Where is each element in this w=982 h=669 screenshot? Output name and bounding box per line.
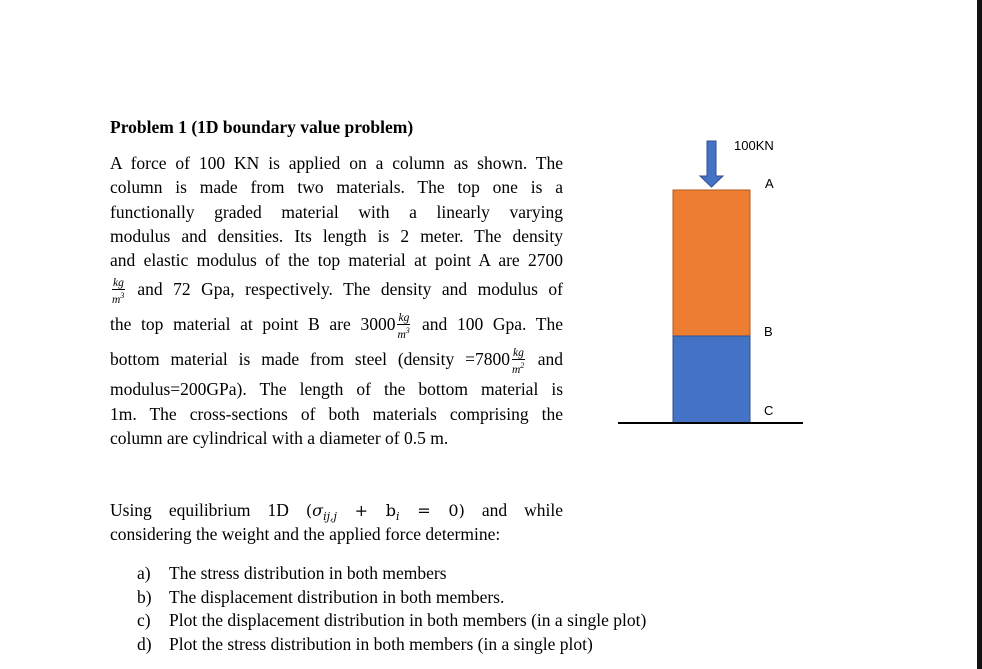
- description-line-2: column is made from two materials. The top one is a: [110, 177, 563, 198]
- description-line-10: 1m. The cross-sections of both materials comprising the: [110, 403, 563, 424]
- description-line-8: bottom material is made from steel (density =7800 $\frac{kg}{m^2}$ and: [110, 346, 564, 376]
- description-line-5: and elastic modulus of the top material at point A are 2700: [110, 250, 563, 271]
- force-label: 100KN: [734, 138, 774, 153]
- task-item: d) Plot the stress distribution in both members (in a single plot): [137, 633, 593, 654]
- description-line-7: the top material at point B are 3000 $\frac{kg}{m^3}$ and 100 Gpa. The: [110, 311, 563, 341]
- unit-kg-per-m2: $\frac{kg}{m^2}$: [511, 346, 525, 376]
- unit-kg-per-m3: $\frac{kg}{m^3}$: [397, 311, 410, 341]
- top-material-segment: [673, 190, 750, 336]
- instruction-line-2: considering the weight and the applied force determine:: [110, 524, 501, 545]
- point-c-label: C: [764, 403, 774, 418]
- task-item: b) The displacement distribution in both members.: [137, 586, 505, 607]
- task-item: a) The stress distribution in both members: [137, 563, 447, 583]
- description-line-4: modulus and densities. Its length is 2 meter. The density: [110, 225, 563, 246]
- description-line-9: modulus=200GPa). The length of the bottom material is: [110, 379, 563, 400]
- description-line-11: column are cylindrical with a diameter of 0.5 m.: [110, 428, 449, 449]
- point-a-label: A: [765, 176, 774, 191]
- task-item: c) Plot the displacement distribution in both members (in a single plot): [137, 610, 647, 630]
- unit-kg-per-m3: $\frac{kg}{m^3}$: [112, 276, 125, 306]
- problem-title: Problem 1 (1D boundary value problem): [110, 117, 414, 137]
- equilibrium-equation: $(\sigma_{ij,j} + b_i = 0)$: [305, 501, 465, 524]
- instruction-line-1: Using equilibrium 1D $(\sigma_{ij,j} + b_i = 0)$ and while: [110, 500, 564, 524]
- point-b-label: B: [764, 324, 773, 339]
- description-line-6: $\frac{kg}{m^3}$ and 72 Gpa, respectively. The density and modulus of: [112, 276, 563, 306]
- description-line-3: functionally graded material with a linearly varying: [110, 201, 563, 222]
- description-line-1: A force of 100 KN is applied on a column as shown. The: [110, 153, 563, 173]
- force-arrow-icon: [700, 141, 723, 187]
- bottom-material-segment: [673, 336, 750, 423]
